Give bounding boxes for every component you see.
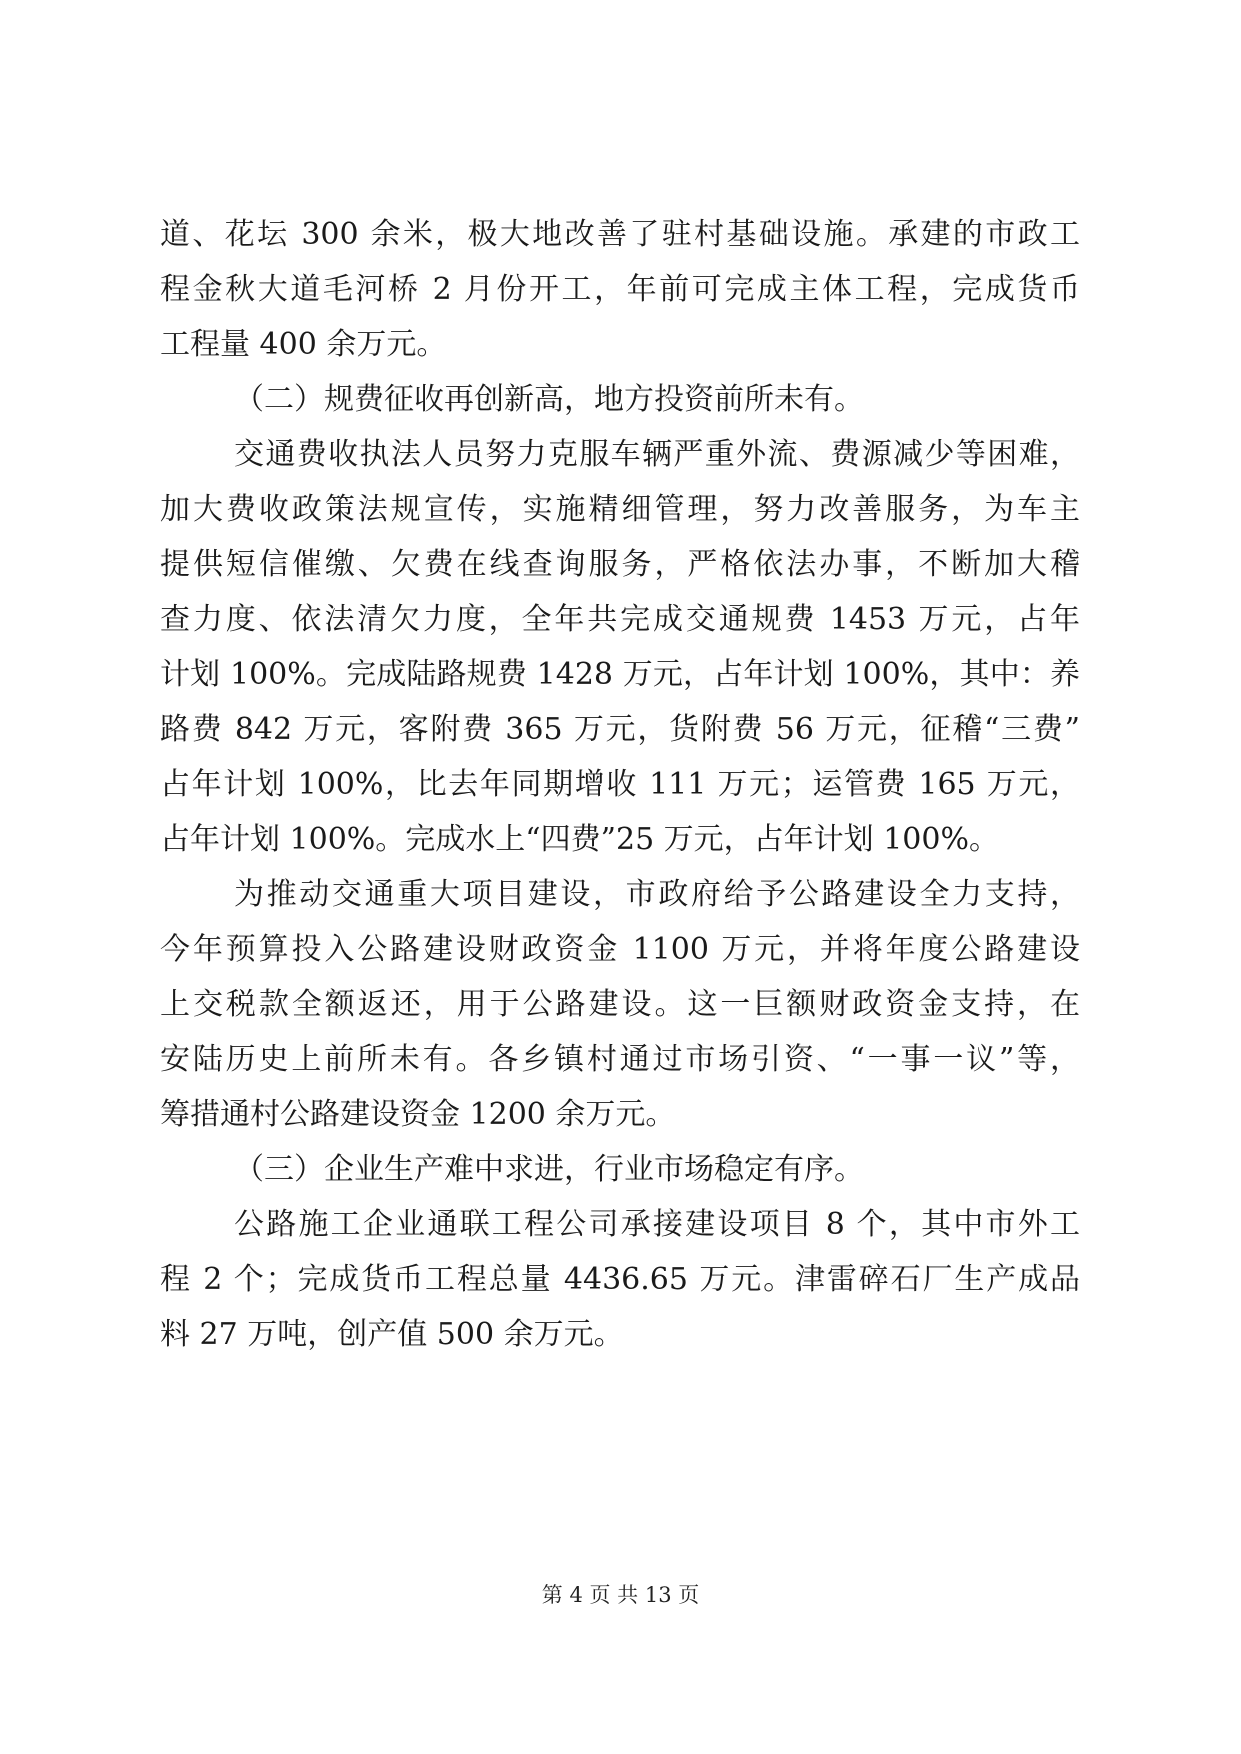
section-heading: （二）规费征收再创新高，地方投资前所未有。 bbox=[234, 382, 864, 417]
text-line: 加大费收政策法规宣传，实施精细管理，努力改善服务，为车主 bbox=[160, 492, 1080, 527]
text-line: 提供短信催缴、欠费在线查询服务，严格依法办事，不断加大稽 bbox=[160, 547, 1080, 582]
text-line: 交通费收执法人员努力克服车辆严重外流、费源减少等困难， bbox=[234, 437, 1080, 472]
text-line: 今年预算投入公路建设财政资金 1100 万元，并将年度公路建设 bbox=[160, 932, 1080, 967]
text-line: 路费 842 万元，客附费 365 万元，货附费 56 万元，征稽“三费” bbox=[160, 712, 1080, 747]
text-line: 安陆历史上前所未有。各乡镇村通过市场引资、“一事一议”等， bbox=[160, 1042, 1080, 1077]
text-line: 占年计划 100%。完成水上“四费”25 万元，占年计划 100%。 bbox=[160, 822, 999, 857]
text-line: 工程量 400 余万元。 bbox=[160, 327, 447, 362]
text-line: 公路施工企业通联工程公司承接建设项目 8 个，其中市外工 bbox=[234, 1207, 1080, 1242]
text-line: 计划 100%。完成陆路规费 1428 万元，占年计划 100%，其中：养 bbox=[160, 657, 1080, 692]
text-line: 料 27 万吨，创产值 500 余万元。 bbox=[160, 1317, 624, 1352]
text-line: 道、花坛 300 余米，极大地改善了驻村基础设施。承建的市政工 bbox=[160, 217, 1080, 252]
page-number-footer: 第 4 页 共 13 页 bbox=[541, 1583, 700, 1607]
text-line: 占年计划 100%，比去年同期增收 111 万元；运管费 165 万元， bbox=[160, 767, 1080, 802]
text-line: 程 2 个；完成货币工程总量 4436.65 万元。津雷碎石厂生产成品 bbox=[160, 1262, 1080, 1297]
text-line: 程金秋大道毛河桥 2 月份开工，年前可完成主体工程，完成货币 bbox=[160, 272, 1080, 307]
text-line: 筹措通村公路建设资金 1200 余万元。 bbox=[160, 1097, 676, 1132]
text-line: 为推动交通重大项目建设，市政府给予公路建设全力支持， bbox=[234, 877, 1080, 912]
section-heading: （三）企业生产难中求进，行业市场稳定有序。 bbox=[234, 1152, 864, 1187]
text-line: 上交税款全额返还，用于公路建设。这一巨额财政资金支持，在 bbox=[160, 987, 1080, 1022]
text-line: 查力度、依法清欠力度，全年共完成交通规费 1453 万元，占年 bbox=[160, 602, 1080, 637]
